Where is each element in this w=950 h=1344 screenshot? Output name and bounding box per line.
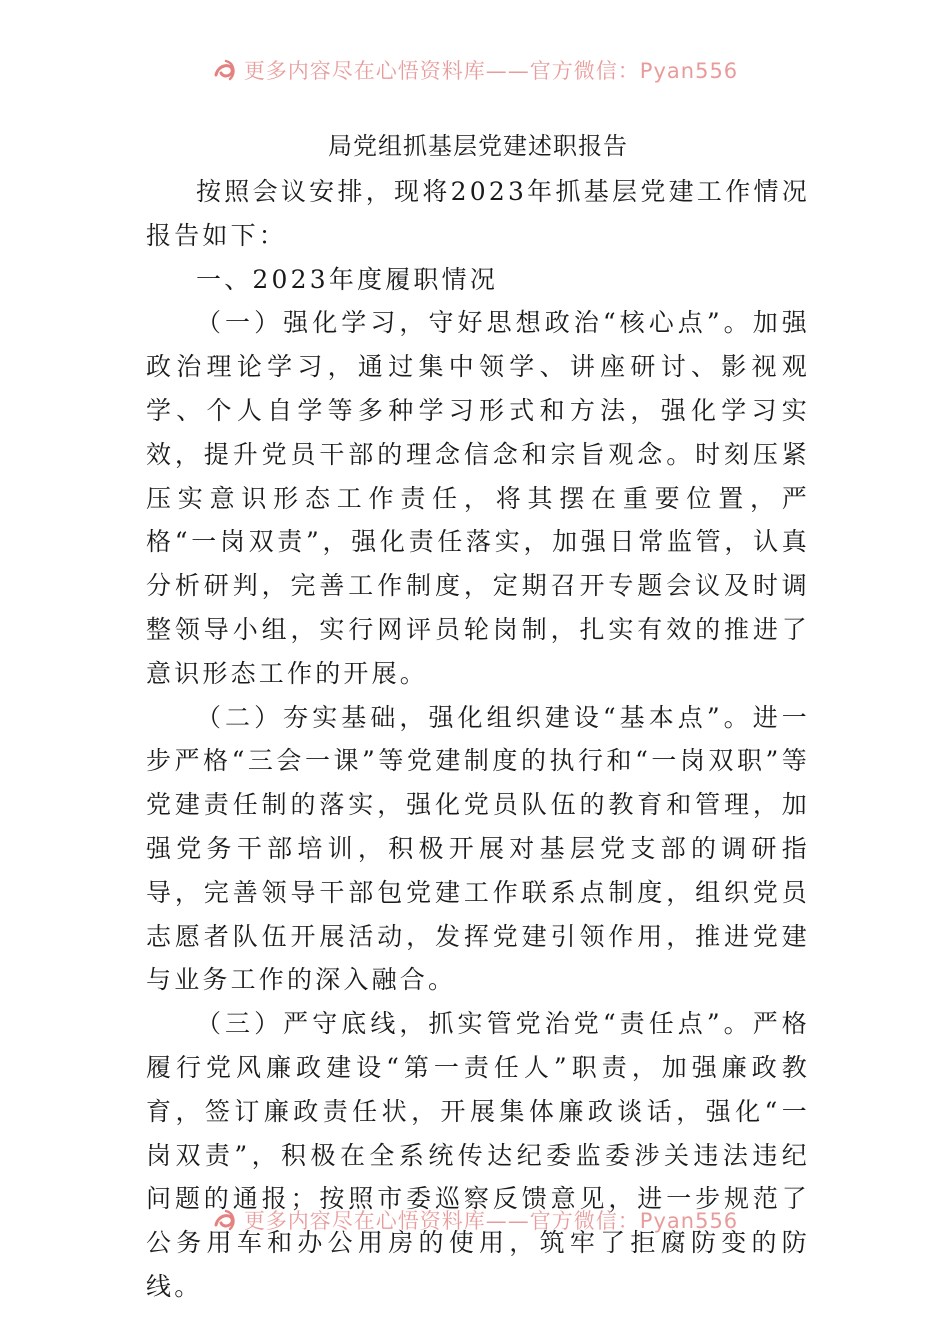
paragraph-item-1: （一）强化学习，守好思想政治“核心点”。加强政治理论学习，通过集中领学、讲座研讨、影视观学、个人自学等多种学习形式和方法，强化学习实效，提升党员干部的理念信念和宗旨观念。时刻压紧压实意识形态工作责任，将其摆在重要位置，严格“一岗双责”，强化责任落实，加强日常监管，认真分析研判，完善工作制度，定期召开专题会议及时调整领导小组，实行网评员轮岗制，扎实有效的推进了意识形态工作的开展。	[146, 308, 810, 688]
section-heading-1: 一、2023年度履职情况	[196, 264, 499, 294]
document-title: 局党组抓基层党建述职报告	[328, 132, 628, 160]
paragraph-intro: 按照会议安排，现将2023年抓基层党建工作情况报告如下：	[146, 177, 810, 250]
document-body	[146, 126, 810, 1309]
footer-watermark	[0, 1202, 950, 1238]
paragraph-item-3: （三）严守底线，抓实管党治党“责任点”。严格履行党风廉政建设“第一责任人”职责，加强廉政教育，签订廉政责任状，开展集体廉政谈话，强化“一岗双责”，积极在全系统传达纪委监委涉关违法违纪问题的通报；按照市委巡察反馈意见，进一步规范了公务用车和办公用房的使用，筑牢了拒腐防变的防线。	[146, 1009, 810, 1301]
swirl-logo-icon	[212, 1207, 238, 1233]
swirl-logo-icon	[212, 57, 238, 83]
paragraph-item-2: （二）夯实基础，强化组织建设“基本点”。进一步严格“三会一课”等党建制度的执行和“一岗双职”等党建责任制的落实，强化党员队伍的教育和管理，加强党务干部培训，积极开展对基层党支部的调研指导，完善领导干部包党建工作联系点制度，组织党员志愿者队伍开展活动，发挥党建引领作用，推进党建与业务工作的深入融合。	[146, 702, 810, 995]
watermark-text: 更多内容尽在心悟资料库——官方微信：Pyan556	[243, 1209, 739, 1233]
watermark-text: 更多内容尽在心悟资料库——官方微信：Pyan556	[243, 59, 739, 83]
header-watermark	[0, 52, 950, 88]
